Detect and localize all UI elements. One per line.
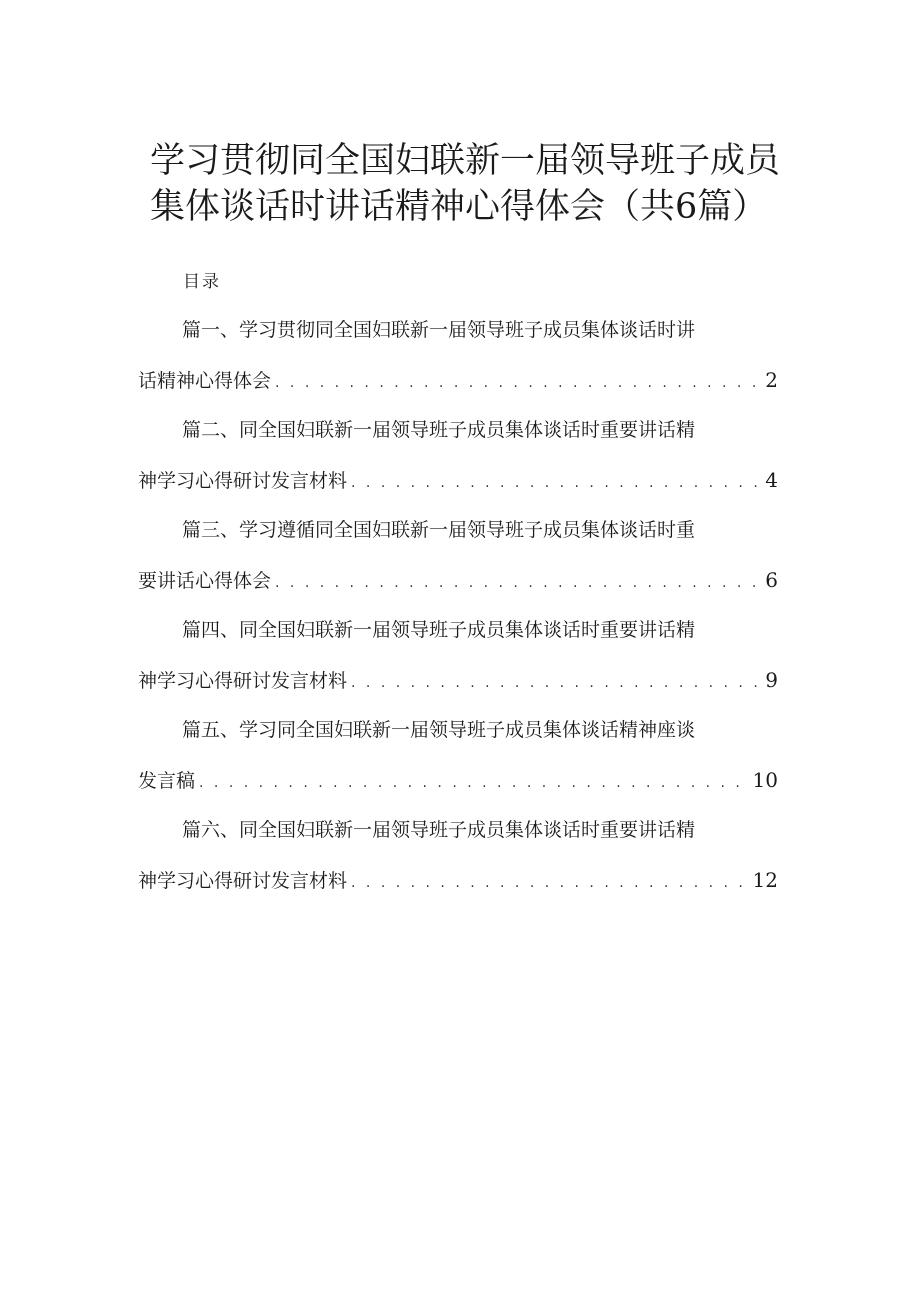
toc-page-number: 6 [765, 568, 778, 592]
toc-entry-title-line2-row [138, 762, 778, 798]
title-line-1: 学习贯彻同全国妇联新一届领导班子成员 [150, 141, 781, 181]
toc-page-number: 4 [765, 468, 778, 492]
toc-entry-title-line2-row [138, 562, 778, 598]
table-of-contents [138, 312, 788, 912]
title-line-2: 集体谈话时讲话精神心得体会（共6篇） [150, 187, 768, 227]
toc-entry-title-line2-row [138, 662, 778, 698]
toc-entry-title-line2-row [138, 462, 778, 498]
toc-entry-title-line2: 发言稿 [138, 770, 196, 792]
dot-leader [351, 665, 761, 701]
dot-leader [351, 865, 749, 901]
toc-entry-title-line2: 话精神心得体会 [138, 370, 272, 392]
toc-entry-1[interactable] [138, 312, 788, 412]
dot-leader [275, 365, 761, 401]
toc-page-number: 2 [765, 368, 778, 392]
toc-heading: 目录 [183, 272, 221, 292]
toc-entry-title-line1: 篇四、同全国妇联新一届领导班子成员集体谈话时重要讲话精 [182, 619, 696, 641]
toc-entry-4[interactable] [138, 612, 788, 712]
toc-page-number: 9 [765, 668, 778, 692]
toc-entry-5[interactable] [138, 712, 788, 812]
toc-entry-title-line2: 神学习心得研讨发言材料 [138, 470, 348, 492]
document-title [150, 138, 790, 230]
toc-entry-title-line1: 篇一、学习贯彻同全国妇联新一届领导班子成员集体谈话时讲 [182, 319, 696, 341]
toc-entry-title-line1: 篇三、学习遵循同全国妇联新一届领导班子成员集体谈话时重 [182, 519, 696, 541]
toc-entry-2[interactable] [138, 412, 788, 512]
dot-leader [199, 765, 749, 801]
toc-page-number: 10 [752, 768, 778, 792]
toc-page-number: 12 [752, 868, 778, 892]
toc-entry-3[interactable] [138, 512, 788, 612]
toc-entry-title-line1: 篇五、学习同全国妇联新一届领导班子成员集体谈话精神座谈 [182, 719, 696, 741]
toc-entry-title-line2: 要讲话心得体会 [138, 570, 272, 592]
toc-entry-title-line1: 篇六、同全国妇联新一届领导班子成员集体谈话时重要讲话精 [182, 819, 696, 841]
toc-entry-title-line2-row [138, 862, 778, 898]
toc-entry-title-line1: 篇二、同全国妇联新一届领导班子成员集体谈话时重要讲话精 [182, 419, 696, 441]
dot-leader [275, 565, 761, 601]
toc-entry-title-line2: 神学习心得研讨发言材料 [138, 870, 348, 892]
toc-entry-title-line2: 神学习心得研讨发言材料 [138, 670, 348, 692]
toc-entry-6[interactable] [138, 812, 788, 912]
toc-entry-title-line2-row [138, 362, 778, 398]
dot-leader [351, 465, 761, 501]
